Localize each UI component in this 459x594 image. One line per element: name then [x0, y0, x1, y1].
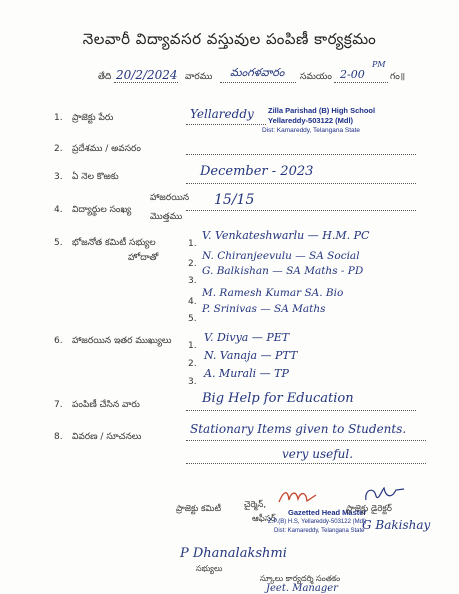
committee-member: P. Srinivas — SA Maths — [202, 303, 326, 315]
row-value-continued: very useful. — [282, 447, 354, 461]
project-committee-label: ప్రాజెక్టు కమిటీ — [176, 504, 222, 514]
row-number: 6. — [54, 336, 63, 346]
time-suffix: PM — [372, 60, 386, 69]
time-line — [334, 82, 388, 83]
day-value: మంగళవారం — [230, 66, 285, 79]
gazetted-stamp-line1: Gazetted Head Master — [288, 508, 367, 517]
time-label: సమయం — [300, 72, 332, 82]
total-label: మొత్తము — [150, 212, 183, 222]
member-signature: P Dhanalakshmi — [180, 546, 287, 561]
committee-number: 5. — [188, 314, 197, 324]
row-label: భోజనోత కమిటీ సభ్యుల — [72, 238, 156, 248]
secretary-caption: స్కూలు కార్యదర్శి సంతకం — [260, 574, 341, 583]
present-label: హాజరయిన — [150, 193, 190, 203]
row-line — [186, 440, 426, 441]
time-unit: గం॥ — [390, 72, 406, 82]
form-title: నెలవారీ విద్యావసర వస్తువుల పంపిణీ కార్యక్రమం — [82, 30, 377, 48]
time-value: 2-00 — [340, 68, 365, 81]
director-signature: G Bakishay — [362, 518, 431, 532]
designation-label: హోదాతో — [128, 253, 159, 263]
other-member: N. Vanaja — PTT — [204, 349, 298, 362]
row-value: Yellareddy — [190, 107, 254, 121]
row-label: పంపిణీ చేసిన వారు — [72, 400, 140, 410]
chairman-label: చైర్మెన్, — [244, 500, 267, 510]
row-value: Stationary Items given to Students. — [190, 422, 407, 436]
date-line — [114, 82, 178, 83]
row-line — [186, 463, 426, 464]
committee-number: 2. — [188, 259, 197, 269]
row-line — [186, 210, 416, 211]
row-number: 2. — [54, 144, 63, 154]
row-number: 3. — [54, 172, 63, 182]
row-label: వివరణ / సూచనలు — [72, 432, 142, 442]
row-label: ఏ నెల కొఱకు — [72, 172, 119, 182]
school-stamp-line3: Dist: Kamareddy, Telangana State — [262, 127, 361, 134]
day-label: వారము — [185, 72, 213, 82]
row-value: 15/15 — [214, 192, 255, 208]
committee-number: 3. — [188, 276, 197, 286]
row-label: ప్రదేశము / అవసరం — [72, 144, 141, 154]
row-number: 7. — [54, 400, 63, 410]
secretary-signature: Jeet. Manager — [266, 583, 338, 594]
director-initials — [362, 484, 406, 506]
member-caption: సభ్యులు — [196, 564, 223, 573]
row-value: Big Help for Education — [202, 391, 354, 406]
row-line — [186, 154, 416, 155]
officer-label: ఆఫీసర్ — [252, 514, 276, 524]
row-line — [186, 183, 416, 184]
row-number: 8. — [54, 432, 63, 442]
other-member: A. Murali — TP — [204, 367, 289, 380]
day-line — [220, 82, 296, 83]
committee-member: M. Ramesh Kumar SA. Bio — [202, 287, 344, 299]
headmaster-signature — [276, 486, 318, 508]
committee-number: 4. — [188, 297, 197, 307]
date-value: 20/2/2024 — [116, 68, 178, 82]
school-stamp-line2: Yellareddy-503122 (Mdl) — [268, 116, 354, 125]
row-line — [186, 124, 266, 125]
gazetted-stamp-line3: Dist: Kamareddy, Telangana State — [274, 528, 365, 534]
other-number: 2. — [188, 359, 197, 369]
other-number: 1. — [188, 341, 197, 351]
row-line — [186, 410, 416, 411]
row-label: విద్యార్థుల సంఖ్య — [72, 205, 132, 215]
row-label: హాజరయిన ఇతర ముఖ్యులు — [72, 336, 172, 346]
row-number: 5. — [54, 238, 63, 248]
other-number: 3. — [188, 377, 197, 387]
committee-member: V. Venkateshwarlu — H.M. PC — [202, 229, 370, 242]
gazetted-stamp-line2: Z.P.(B) H.S, Yellareddy-503122 (Mdl) — [268, 519, 367, 525]
other-member: V. Divya — PET — [204, 331, 290, 344]
project-director-label: ప్రాజెక్టు డైరెక్టర్ — [346, 504, 392, 514]
school-stamp-line1: Zilla Parishad (B) High School — [268, 106, 376, 115]
committee-number: 1. — [188, 239, 197, 249]
date-label: తేది — [98, 72, 112, 82]
row-value: December - 2023 — [200, 164, 314, 179]
row-number: 1. — [54, 113, 63, 123]
row-number: 4. — [54, 205, 63, 215]
committee-member: N. Chiranjeevulu — SA Social — [202, 250, 360, 262]
row-label: ప్రాజెక్టు పేరు — [72, 113, 114, 123]
committee-member: G. Balkishan — SA Maths - PD — [202, 265, 364, 277]
